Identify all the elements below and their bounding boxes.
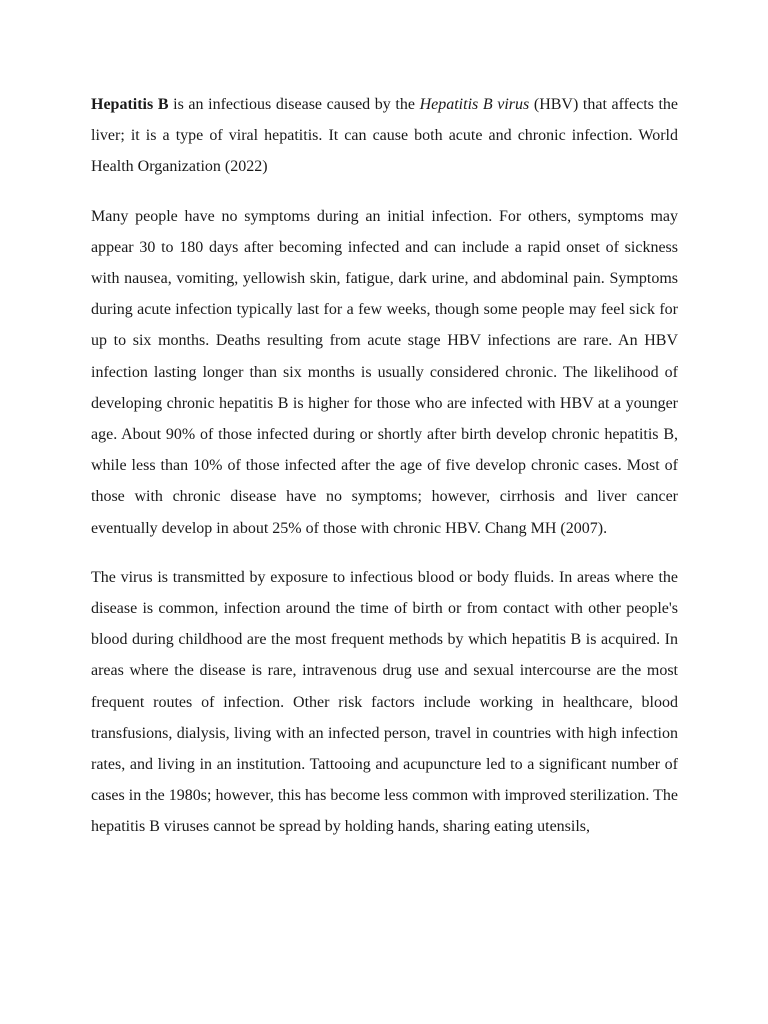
term-hepatitis-b: Hepatitis B [91, 96, 169, 113]
paragraph-symptoms: Many people have no symptoms during an initial infection. For others, symptoms may appear 30 to 180 days after becoming infected and can include a rapid onset of sickness with nausea, vomiting, yellowish skin, fatigue, dark urine, and abdominal pain. Symptoms during acute infection typically last for a few weeks, though some people may feel sick for up to six months. Deaths resulting from acute stage HBV infections are rare. An HBV infection lasting longer than six months is usually considered chronic. The likelihood of developing chronic hepatitis B is higher for those who are infected with HBV at a younger age. About 90% of those infected during or shortly after birth develop chronic hepatitis B, while less than 10% of those infected after the age of five develop chronic cases. Most of those with chronic disease have no symptoms; however, cirrhosis and liver cancer eventually develop in about 25% of those with chronic HBV. Chang MH (2007). [91, 207, 678, 537]
virus-name: Hepatitis B virus [419, 96, 530, 113]
intro-text-part-b: (HBV) that affects the liver; it is a type of viral hepatitis. It can cause both acute and chronic infection. World Health Organization (2022) [91, 96, 679, 176]
intro-text-part-a: is an infectious disease caused by the [168, 96, 420, 113]
paragraph-transmission: The virus is transmitted by exposure to infectious blood or body fluids. In areas where the disease is common, infection around the time of birth or from contact with other people's blood during childhood are the most frequent methods by which hepatitis B is acquired. In areas where the disease is rare, intravenous drug use and sexual intercourse are the most frequent routes of infection. Other risk factors include working in healthcare, blood transfusions, dialysis, living with an infected person, travel in countries with high infection rates, and living in an institution. Tattooing and acupuncture led to a significant number of cases in the 1980s; however, this has become less common with improved sterilization. The hepatitis B viruses cannot be spread by holding hands, sharing eating utensils, [91, 568, 678, 836]
paragraph-intro [91, 89, 678, 183]
document-body [91, 89, 678, 861]
